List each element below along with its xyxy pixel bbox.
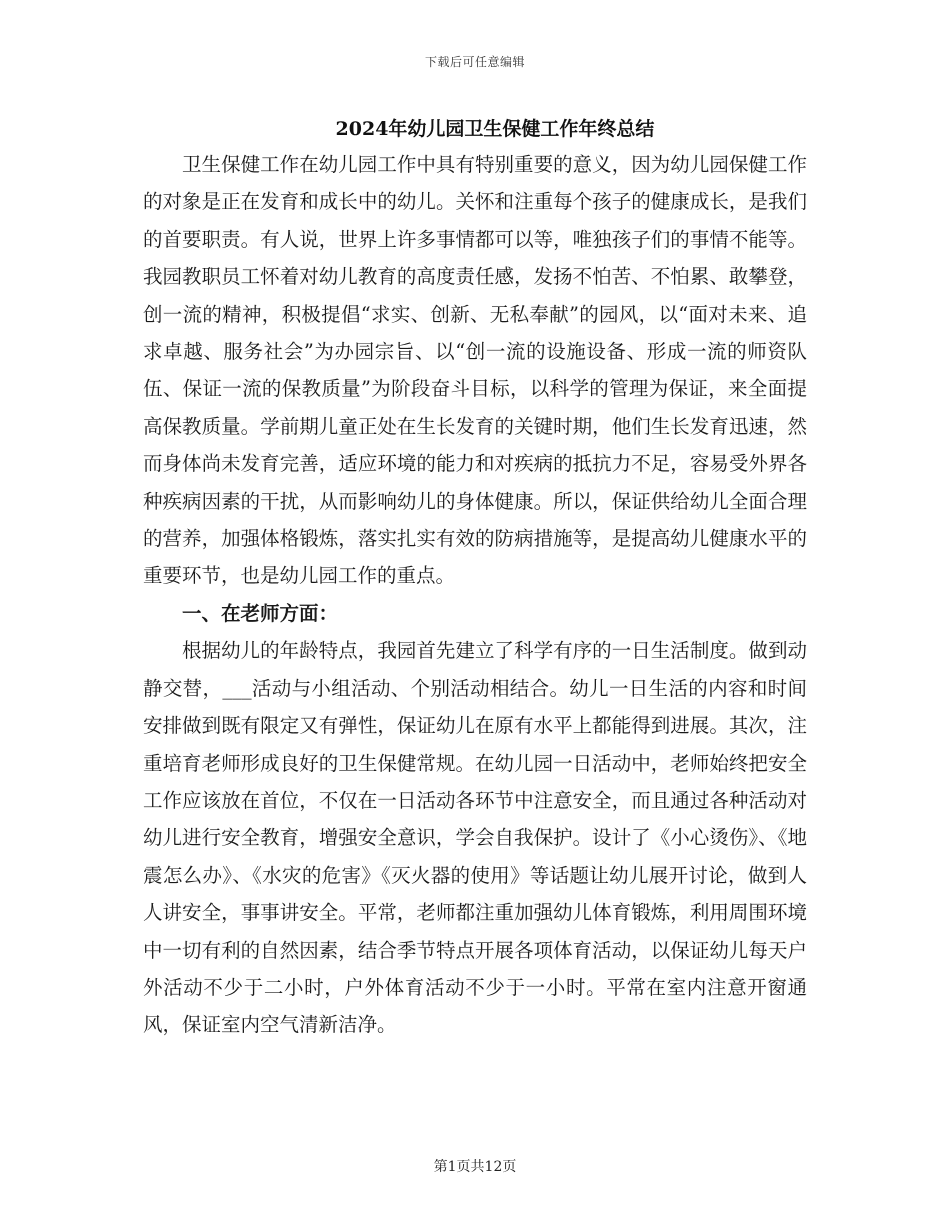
page-footer: 第1页共12页: [433, 1159, 517, 1175]
header-note: 下载后可任意编辑: [424, 55, 525, 69]
document-body: [143, 146, 807, 1044]
teacher-section-paragraph: 根据幼儿的年龄特点，我园首先建立了科学有序的一日生活制度。做到动静交替，___活动与小组活动、个别活动相结合。幼儿一日生活的内容和时间安排做到既有限定又有弹性，保证幼儿在原有水平上都能得到进展。其次，注重培育老师形成良好的卫生保健常规。在幼儿园一日活动中，老师始终把安全工作应该放在首位，不仅在一日活动各环节中注意安全，而且通过各种活动对幼儿进行安全教育，增强安全意识，学会自我保护。设计了《小心烫伤》、《地震怎么办》、《水灾的危害》《灭火器的使用》等话题让幼儿展开讨论，做到人人讲安全，事事讲安全。平常，老师都注重加强幼儿体育锻炼，利用周围环境中一切有利的自然因素，结合季节特点开展各项体育活动，以保证幼儿每天户外活动不少于二小时，户外体育活动不少于一小时。平常在室内注意开窗通风，保证室内空气清新洁净。: [143, 639, 807, 1037]
document-title: 2024年幼儿园卫生保健工作年终总结: [335, 118, 655, 140]
section-heading: 一、在老师方面：: [182, 601, 339, 625]
intro-paragraph: 卫生保健工作在幼儿园工作中具有特别重要的意义，因为幼儿园保健工作的对象是正在发育和成长中的幼儿。关怀和注重每个孩子的健康成长，是我们的首要职责。有人说，世界上许多事情都可以等，唯独孩子们的事情不能等。我园教职员工怀着对幼儿教育的高度责任感，发扬不怕苦、不怕累、敢攀登，创一流的精神，积极提倡“求实、创新、无私奉献”的园风，以“面对未来、追求卓越、服务社会”为办园宗旨、以“创一流的设施设备、形成一流的师资队伍、保证一流的保教质量”为阶段奋斗目标，以科学的管理为保证，来全面提高保教质量。学前期儿童正处在生长发育的关键时期，他们生长发育迅速，然而身体尚未发育完善，适应环境的能力和对疾病的抵抗力不足，容易受外界各种疾病因素的干扰，从而影响幼儿的身体健康。所以，保证供给幼儿全面合理的营养，加强体格锻炼，落实扎实有效的防病措施等，是提高幼儿健康水平的重要环节，也是幼儿园工作的重点。: [143, 153, 807, 588]
